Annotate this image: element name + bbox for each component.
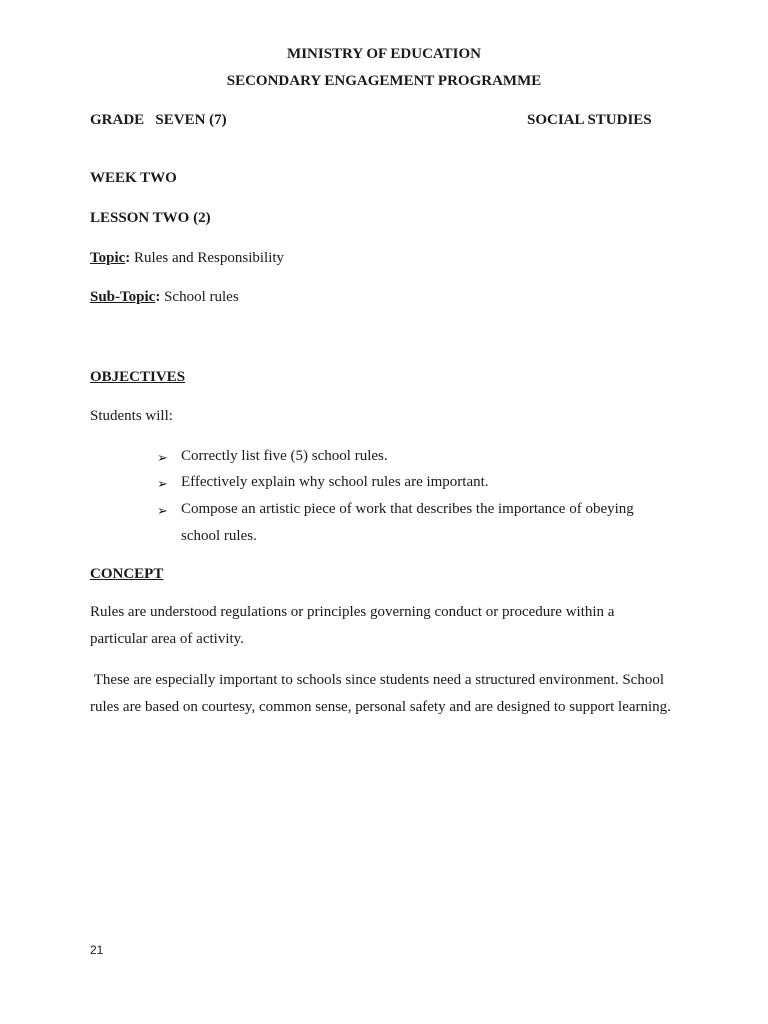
bullet-arrow-icon: ➢ — [157, 451, 168, 466]
concept-paragraph-1 — [90, 599, 650, 653]
week-heading: WEEK TWO — [90, 170, 177, 186]
objectives-intro: Students will: — [90, 408, 173, 424]
objective-item-1: Correctly list five (5) school rules. — [181, 448, 388, 464]
topic-label: Topic — [90, 250, 126, 266]
subtopic-label: Sub-Topic — [90, 289, 156, 305]
subject-label: SOCIAL STUDIES — [527, 112, 652, 128]
header-programme: SECONDARY ENGAGEMENT PROGRAMME — [226, 73, 542, 89]
objectives-heading: OBJECTIVES — [90, 369, 186, 385]
bullet-arrow-icon: ➢ — [157, 504, 168, 519]
concept-rules-definition: understood regulations or principles governing conduct or procedure within a particular area of activity. — [90, 604, 615, 647]
grade-label: GRADE SEVEN (7) — [90, 112, 227, 128]
subtopic-value: School rules — [164, 289, 239, 305]
objective-item-2: Effectively explain why school rules are important. — [181, 474, 489, 490]
concept-rules-lead: Rules are — [90, 604, 147, 620]
subtopic-line — [90, 289, 239, 306]
header-ministry: MINISTRY OF EDUCATION — [287, 46, 481, 62]
lesson-heading: LESSON TWO (2) — [90, 210, 211, 226]
concept-paragraph-2: These are especially important to schools since students need a structured environment. School rules are based on courtesy, common sense, personal safety and are designed to support learning. — [90, 672, 671, 715]
concept-heading: CONCEPT — [90, 566, 164, 582]
topic-value: Rules and Responsibility — [134, 250, 285, 266]
bullet-arrow-icon: ➢ — [157, 477, 168, 492]
topic-colon: : — [125, 250, 131, 266]
page-number: 21 — [90, 943, 104, 957]
subtopic-colon: : — [155, 289, 161, 305]
topic-line — [90, 250, 284, 267]
objective-item-3: Compose an artistic piece of work that describes the importance of obeying school rules. — [181, 501, 634, 544]
